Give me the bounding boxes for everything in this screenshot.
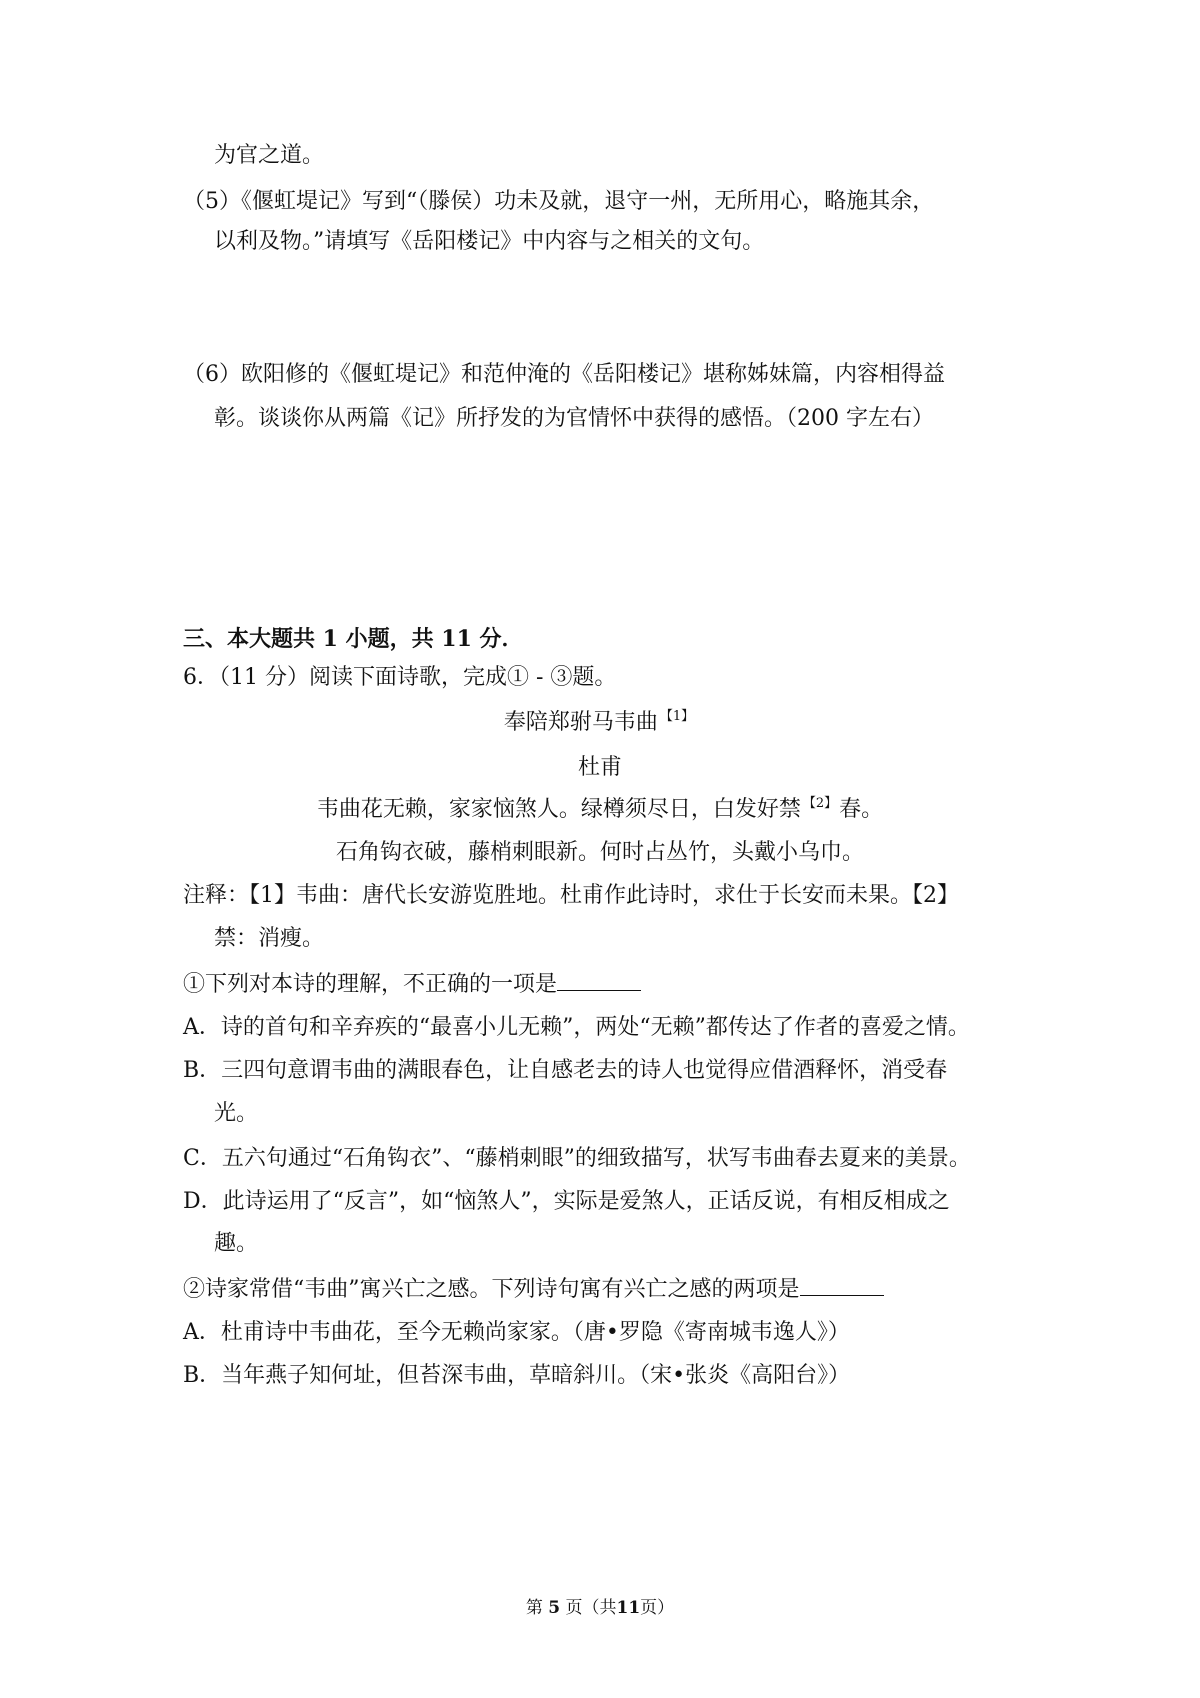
sub2-stem-text: ②诗家常借“韦曲”寓兴亡之感。下列诗句寓有兴亡之感的两项是 [183, 1277, 800, 1302]
poem-line-1-b: 春。 [839, 797, 884, 822]
poem-title-text: 奉陪郑驸马韦曲 [503, 710, 658, 735]
notes-line-2: 禁：消瘦。 [214, 926, 325, 951]
poem-line-1-a: 韦曲花无赖，家家恼煞人。绿樽须尽日，白发好禁 [316, 797, 801, 822]
sub1-option-d-2: 趣。 [214, 1231, 259, 1256]
footer-suffix: 页） [640, 1598, 675, 1618]
poem-title-note: 【1】 [659, 709, 695, 724]
sub1-stem [183, 968, 641, 1000]
poem-author: 杜甫 [577, 755, 622, 780]
sub1-option-c: C．五六句通过“石角钩衣”、“藤梢刺眼”的细致描写，状写韦曲春去夏来的美景。 [183, 1146, 971, 1171]
sub1-option-a: A．诗的首句和辛弃疾的“最喜小儿无赖”，两处“无赖”都传达了作者的喜爱之情。 [183, 1015, 970, 1040]
q5-prev-line: 为官之道。 [214, 143, 325, 168]
poem-title [0, 708, 1200, 741]
poem-line-2: 石角钩衣破，藤梢刺眼新。何时占丛竹，头戴小乌巾。 [335, 840, 864, 865]
q5-line-2: 以利及物。”请填写《岳阳楼记》中内容与之相关的文句。 [214, 229, 765, 254]
sub2-option-a: A．杜甫诗中韦曲花，至今无赖尚家家。（唐•罗隐《寄南城韦逸人》） [183, 1320, 850, 1345]
q5-line-1: （5）《偃虹堤记》写到“（滕侯）功未及就，退守一州，无所用心，略施其余， [183, 189, 935, 214]
sub1-option-b-1: B．三四句意谓韦曲的满眼春色，让自感老去的诗人也觉得应借酒释怀，消受春 [183, 1058, 948, 1083]
footer-prefix: 第 [525, 1598, 543, 1618]
poem-line-1 [0, 795, 1200, 828]
answer-blank [800, 1273, 884, 1296]
question-stem: 6．（11 分）阅读下面诗歌，完成① - ③题。 [183, 665, 617, 690]
poem-line-1-note: 【2】 [802, 796, 838, 811]
q6-prev-line-2: 彰。谈谈你从两篇《记》所抒发的为官情怀中获得的感悟。（200 字左右） [214, 406, 934, 431]
sub1-stem-text: ①下列对本诗的理解，不正确的一项是 [183, 972, 558, 997]
q6-prev-line-1: （6）欧阳修的《偃虹堤记》和范仲淹的《岳阳楼记》堪称姊妹篇，内容相得益 [183, 362, 945, 387]
footer-middle: 页（共 [565, 1598, 617, 1618]
sub1-option-b-2: 光。 [214, 1101, 259, 1126]
sub1-option-d-1: D．此诗运用了“反言”，如“恼煞人”，实际是爱煞人，正话反说，有相反相成之 [183, 1189, 950, 1214]
footer-total-pages: 11 [616, 1598, 641, 1618]
footer-page-number: 5 [548, 1598, 561, 1618]
sub2-stem [183, 1273, 884, 1305]
section-heading: 三、本大题共 1 小题，共 11 分． [183, 626, 524, 652]
page-footer [0, 1596, 1200, 1620]
answer-blank [557, 968, 641, 991]
sub2-option-b: B．当年燕子知何址，但苔深韦曲，草暗斜川。（宋•张炎《高阳台》） [183, 1363, 851, 1388]
notes-line-1: 注释：【1】韦曲：唐代长安游览胜地。杜甫作此诗时，求仕于长安而未果。【2】 [183, 883, 959, 908]
